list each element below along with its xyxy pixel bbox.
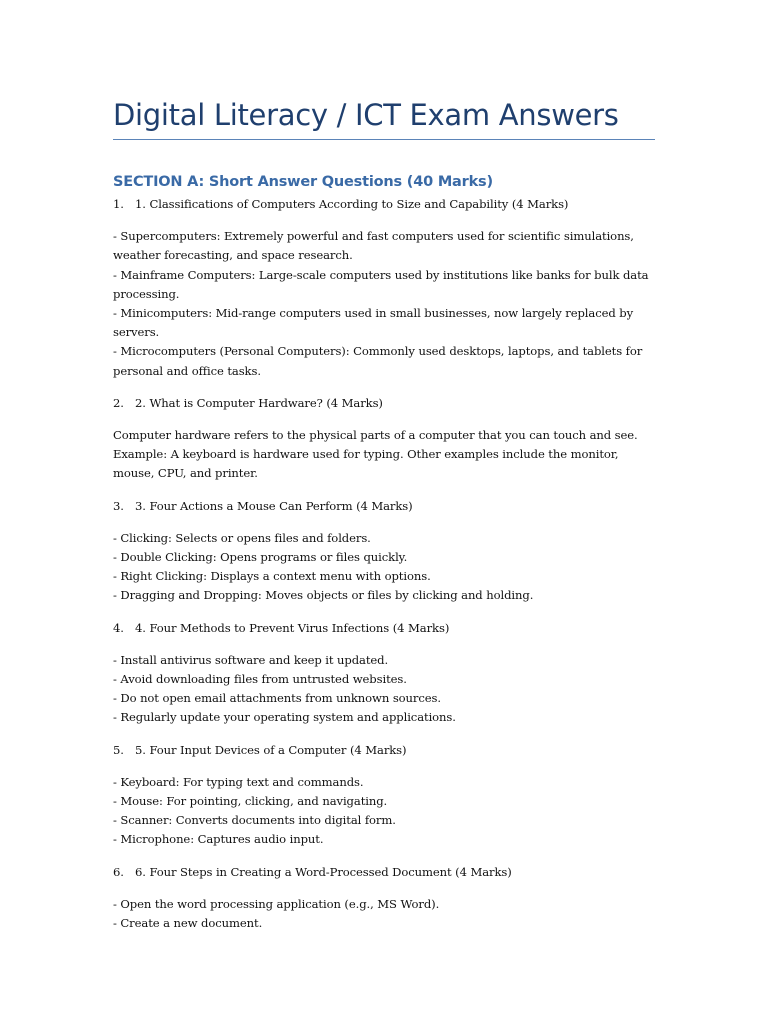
answer-line: Computer hardware refers to the physical parts of a computer that you can touch and see. Example: A keyboard is hardware used for typing. Other examples include the monitor, mouse, CPU, and printer.: [113, 428, 638, 481]
question-title-text: 4. Four Methods to Prevent Virus Infections (4 Marks): [135, 620, 450, 635]
answer-line: - Install antivirus software and keep it updated.: [113, 652, 389, 667]
answer-line: - Scanner: Converts documents into digital form.: [113, 813, 396, 828]
answer-line: - Dragging and Dropping: Moves objects or files by clicking and holding.: [113, 588, 534, 603]
question-number: 6.: [113, 864, 124, 879]
question-1-answer: [113, 227, 658, 381]
title-divider: [113, 139, 655, 140]
question-3-title: [113, 497, 658, 516]
section-a-heading: SECTION A: Short Answer Questions (40 Marks): [113, 174, 493, 190]
question-4-answer: [113, 651, 658, 728]
answer-line: - Right Clicking: Displays a context menu with options.: [113, 569, 431, 584]
question-3-answer: [113, 529, 658, 606]
answer-line: - Avoid downloading files from untrusted websites.: [113, 672, 407, 687]
question-title-text: 5. Four Input Devices of a Computer (4 Marks): [135, 742, 407, 757]
question-1-title: [113, 195, 658, 214]
answer-line: - Keyboard: For typing text and commands.: [113, 774, 364, 789]
question-number: 2.: [113, 395, 124, 410]
answer-line: - Double Clicking: Opens programs or files quickly.: [113, 550, 408, 565]
answer-line: - Microphone: Captures audio input.: [113, 832, 324, 847]
question-6-answer: [113, 895, 658, 933]
question-2-title: [113, 394, 658, 413]
document-page: [113, 96, 658, 933]
answer-line: - Open the word processing application (e.g., MS Word).: [113, 896, 440, 911]
answer-line: - Microcomputers (Personal Computers): Commonly used desktops, laptops, and tablets for personal and office tasks.: [113, 344, 643, 378]
question-6-title: [113, 863, 658, 882]
question-number: 1.: [113, 197, 124, 211]
answer-line: - Minicomputers: Mid-range computers used in small businesses, now largely replaced by servers.: [113, 306, 634, 340]
question-2-answer: [113, 426, 658, 484]
question-number: 4.: [113, 620, 124, 635]
answer-line: - Supercomputers: Extremely powerful and fast computers used for scientific simulations, weather forecasting, and space research.: [113, 229, 634, 263]
answer-line: - Do not open email attachments from unknown sources.: [113, 691, 441, 706]
answer-line: - Clicking: Selects or opens files and folders.: [113, 530, 371, 545]
answer-line: - Regularly update your operating system and applications.: [113, 710, 456, 725]
document-title: Digital Literacy / ICT Exam Answers: [113, 98, 619, 132]
question-title-text: 3. Four Actions a Mouse Can Perform (4 Marks): [135, 498, 413, 513]
question-title-text: 6. Four Steps in Creating a Word-Processed Document (4 Marks): [135, 864, 512, 879]
question-5-title: [113, 741, 658, 760]
answer-line: - Mainframe Computers: Large-scale computers used by institutions like banks for bulk data processing.: [113, 267, 649, 301]
answer-line: - Create a new document.: [113, 916, 263, 931]
question-number: 5.: [113, 742, 124, 757]
question-title-text: 2. What is Computer Hardware? (4 Marks): [135, 395, 383, 410]
question-5-answer: [113, 773, 658, 850]
question-title-text: 1. Classifications of Computers According to Size and Capability (4 Marks): [135, 197, 569, 211]
question-number: 3.: [113, 498, 124, 513]
question-4-title: [113, 619, 658, 638]
answer-line: - Mouse: For pointing, clicking, and navigating.: [113, 794, 388, 809]
